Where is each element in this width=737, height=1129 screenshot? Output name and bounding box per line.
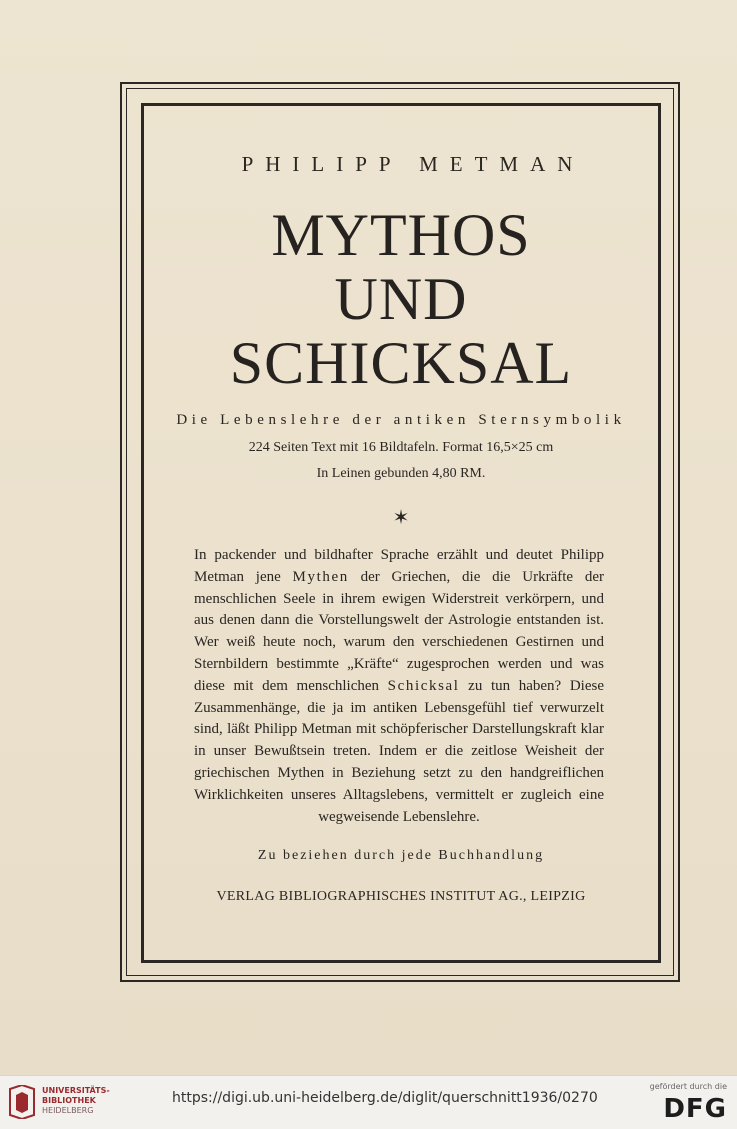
price-info: In Leinen gebunden 4,80 RM. — [316, 466, 486, 481]
body-emphasis-schicksal: Schicksal — [387, 677, 460, 694]
body-emphasis-mythen: Mythen — [292, 568, 349, 585]
library-name-line: BIBLIOTHEK — [42, 1096, 96, 1105]
book-title — [141, 203, 661, 395]
title-line-3: SCHICKSAL — [229, 330, 573, 396]
order-note: Zu beziehen durch jede Buchhandlung — [257, 848, 545, 863]
title-line-1: MYTHOS — [271, 202, 531, 268]
description-paragraph — [194, 545, 604, 828]
dfg-logo[interactable]: DFG — [663, 1094, 727, 1124]
body-text-part: der Griechen, die die Urkräfte der menschlichen Seele in ihrem ewigen Widerstreit verkörpern, und aus denen dann die Vorstellungswelt der Astrologie entstanden ist. Wer weiß heute noch, warum den verschiedenen Gestirnen und Sternbildern bestimmte „Kräfte“ zugesprochen werden und was diese mit dem menschlichen — [194, 568, 604, 694]
university-library-logo-icon[interactable] — [8, 1085, 36, 1119]
page-url-link[interactable]: https://digi.ub.uni-heidelberg.de/diglit/querschnitt1936/0270 — [172, 1090, 598, 1106]
author-name: PHILIPP METMAN — [241, 152, 585, 176]
viewer-footer — [0, 1075, 737, 1129]
funding-label: gefördert durch die — [649, 1082, 727, 1091]
body-text-part: zu tun haben? Diese Zusammenhänge, die ja im antiken Lebensgefühl tief verwurzelt sind, läßt Philipp Metman mit schöpferischer Darstellungskraft klar in unser Bewußtsein treten. Indem er die zeitlose Weisheit der griechischen Mythen in Beziehung setzt zu den handgreiflichen Wirklichkeiten unseres Alltagslebens, vermittelt er zugleich eine wegweisende Lebenslehre. — [194, 677, 604, 825]
library-name[interactable] — [42, 1086, 110, 1116]
library-name-line: UNIVERSITÄTS- — [42, 1086, 110, 1095]
title-line-2: UND — [334, 266, 468, 332]
publisher-line: VERLAG BIBLIOGRAPHISCHES INSTITUT AG., LEIPZIG — [216, 889, 586, 904]
book-format-info: 224 Seiten Text mit 16 Bildtafeln. Format 16,5×25 cm — [248, 440, 554, 455]
star-ornament-icon: ✶ — [392, 507, 410, 529]
body-text-part: In packender und bildhafter Sprache erzählt und deutet Philipp Metman jene — [194, 547, 604, 585]
subtitle: Die Lebenslehre der antiken Sternsymbolik — [176, 412, 626, 428]
library-name-line: HEIDELBERG — [42, 1106, 94, 1115]
